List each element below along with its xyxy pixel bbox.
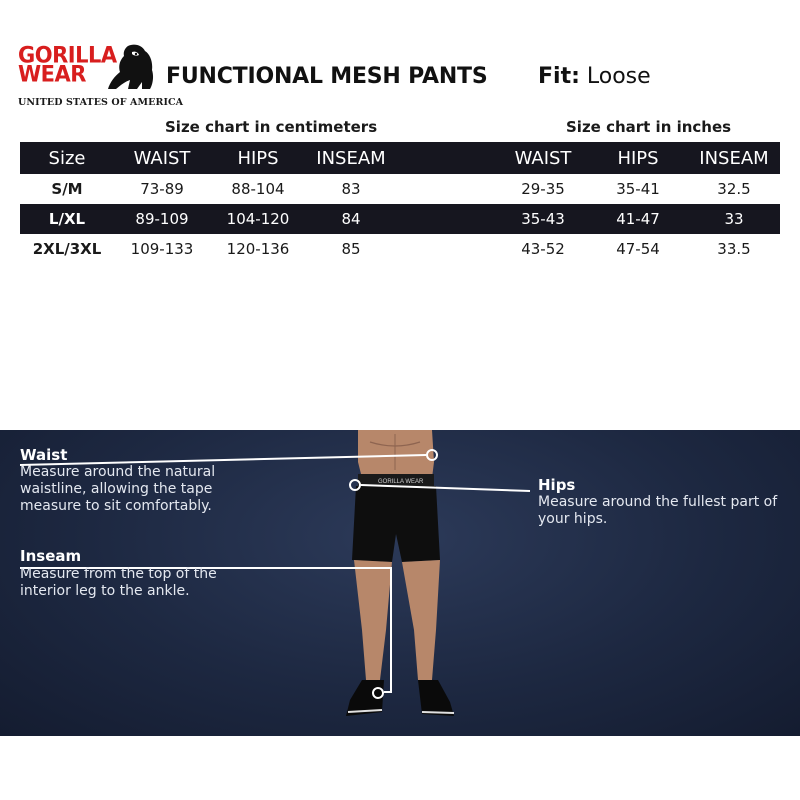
inseam-line-1: Measure from the top of the (20, 566, 217, 582)
product-title: FUNCTIONAL MESH PANTS (166, 64, 488, 89)
right-shoe-sole (422, 712, 454, 713)
cell-waist-cm: 109-133 (130, 240, 194, 258)
cell-inseam-in: 33 (724, 210, 744, 228)
header-hips-in: HIPS (617, 147, 659, 169)
fit-value: Loose (586, 64, 651, 89)
cell-hips-in: 47-54 (616, 240, 660, 258)
inseam-title: Inseam (20, 547, 82, 565)
header-hips-cm: HIPS (237, 147, 279, 169)
waist-title: Waist (20, 446, 68, 464)
cell-inseam-cm: 84 (341, 210, 361, 228)
fit-info (538, 64, 651, 89)
hips-title: Hips (538, 476, 576, 494)
cell-hips-in: 41-47 (616, 210, 660, 228)
cell-inseam-cm: 83 (341, 180, 361, 198)
cell-hips-cm: 104-120 (226, 210, 290, 228)
brand-subtitle: UNITED STATES OF AMERICA (18, 97, 184, 108)
hips-line-2: your hips. (538, 511, 608, 527)
cell-inseam-in: 33.5 (717, 240, 751, 258)
header-inseam-in: INSEAM (699, 147, 769, 169)
fit-label: Fit: (538, 64, 580, 89)
brand-name-line2: WEAR (18, 61, 86, 87)
model-torso (358, 430, 434, 478)
cell-hips-in: 35-41 (616, 180, 660, 198)
brand-name-line1: GORILLA (18, 42, 117, 68)
cell-waist-cm: 89-109 (135, 210, 189, 228)
cell-waist-in: 29-35 (521, 180, 565, 198)
inseam-line-2: interior leg to the ankle. (20, 583, 190, 599)
brand-logo (18, 42, 184, 110)
table-row (20, 234, 780, 264)
table-header-row (20, 142, 780, 174)
cell-size: 2XL/3XL (32, 240, 102, 258)
cell-inseam-in: 32.5 (717, 180, 751, 198)
cell-waist-cm: 73-89 (140, 180, 184, 198)
waistband-print: GORILLA WEAR (378, 479, 424, 485)
waist-line-3: measure to sit comfortably. (20, 498, 212, 514)
gorilla-icon (106, 42, 156, 90)
cell-hips-cm: 88-104 (231, 180, 285, 198)
caption-centimeters: Size chart in centimeters (165, 118, 378, 136)
model-shorts (352, 486, 440, 562)
cell-waist-in: 35-43 (521, 210, 565, 228)
model-right-shoe (418, 680, 454, 716)
size-chart-table (20, 142, 780, 264)
cell-size: L/XL (48, 210, 86, 228)
cell-inseam-cm: 85 (341, 240, 361, 258)
header-inseam-cm: INSEAM (316, 147, 386, 169)
header-waist-in: WAIST (514, 147, 572, 169)
cell-hips-cm: 120-136 (226, 240, 290, 258)
cell-waist-in: 43-52 (521, 240, 565, 258)
hips-line-1: Measure around the fullest part of (538, 494, 778, 510)
header-size: Size (48, 147, 86, 169)
model-right-leg (402, 560, 440, 680)
cell-size: S/M (51, 180, 83, 198)
model-left-leg (354, 560, 392, 680)
header-waist-cm: WAIST (133, 147, 191, 169)
measurement-guide-panel (0, 430, 800, 736)
waist-line-2: waistline, allowing the tape (20, 481, 213, 497)
table-row (20, 174, 780, 204)
table-row (20, 204, 780, 234)
waist-line-1: Measure around the natural (20, 464, 216, 480)
caption-inches: Size chart in inches (566, 118, 732, 136)
